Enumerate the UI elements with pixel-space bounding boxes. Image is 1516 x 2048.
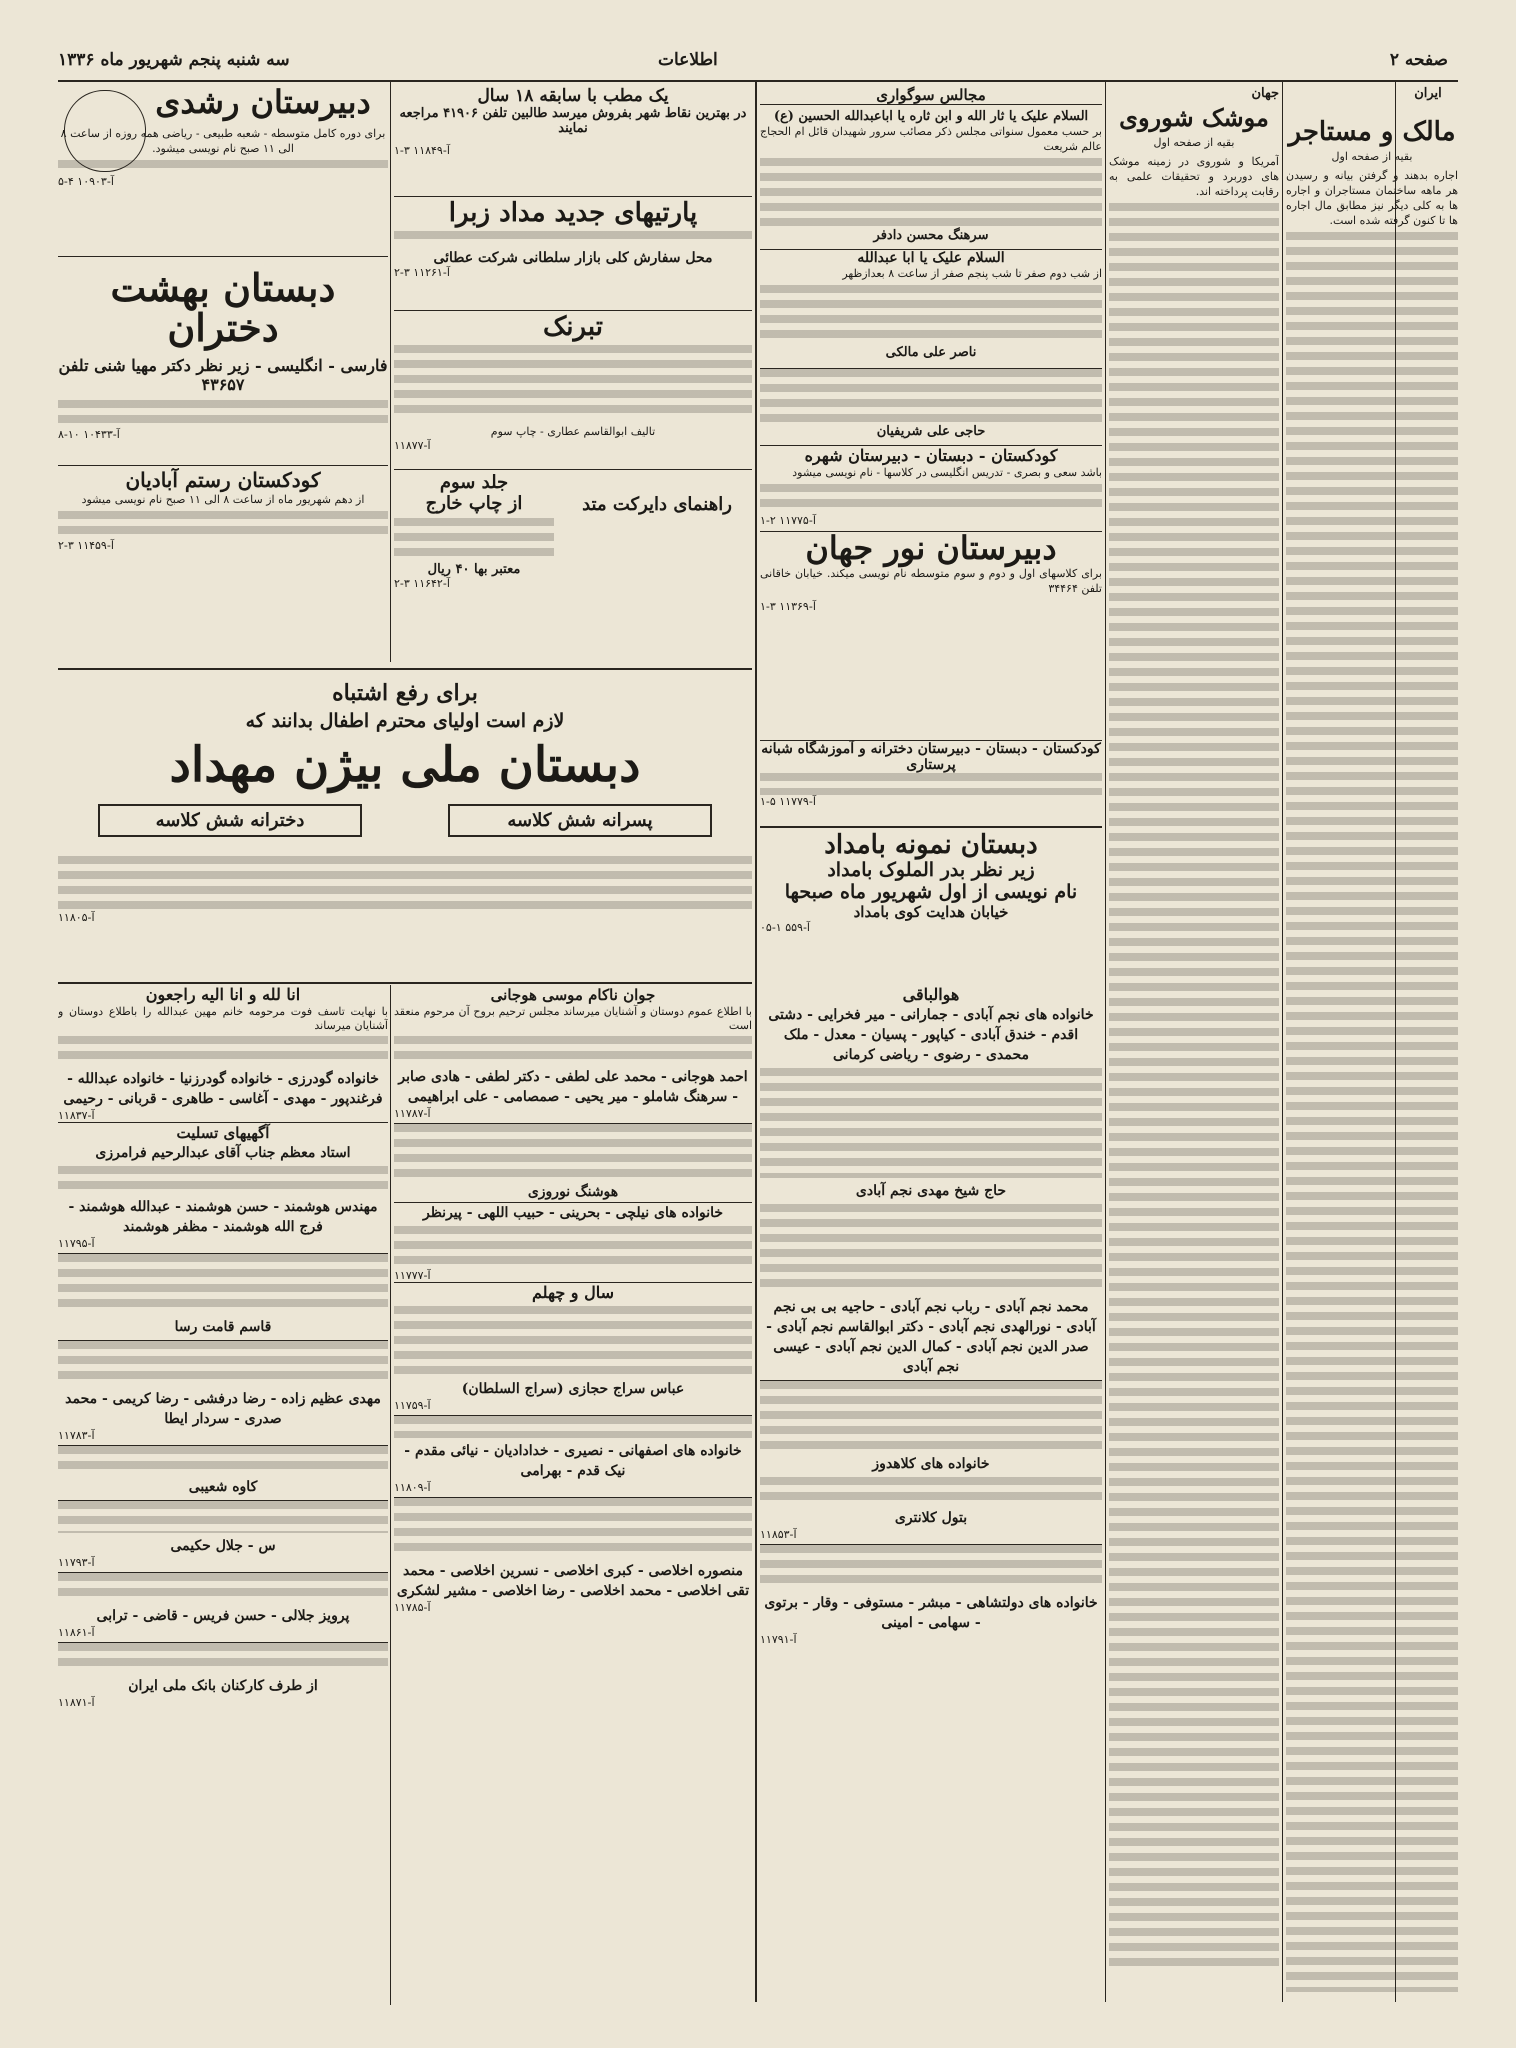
tasliat-text: استاد معظم جناب آقای عبدالرحیم فرامرزی: [95, 1145, 351, 1161]
notice-body: [394, 1415, 752, 1438]
najmabadi-family: محمد نجم آبادی - رباب نجم آبادی - حاجیه بی بی نجم آبادی - نورالهدی نجم آبادی - دکتر ابوالقاسم نجم آبادی - صدر الدین نجم آبادی - کمال الدین نجم آبادی - عیسی نجم آبادی: [766, 1299, 1096, 1375]
zebra-code: ۲-۳ آ-۱۱۲۶۱: [394, 266, 450, 280]
najmabadi-body: [760, 1068, 1102, 1178]
zebra-ad: [394, 200, 752, 311]
iran-label: ایران: [1414, 86, 1442, 101]
musavi-names: احمد هوجانی - محمد علی لطفی - دکتر لطفی - هادی صابر - سرهنگ شاملو - میر یحیی - صمصامی - علی ابراهیمی: [398, 1069, 748, 1105]
bamdad-sub2: نام نویسی از اول شهریور ماه صبحها: [784, 881, 1078, 904]
musavi-title: جوان ناکام موسی هوجانی: [490, 986, 656, 1004]
world-column: [1109, 86, 1279, 1996]
tasliat-code: آ-۱۱۷۹۵: [58, 1237, 95, 1250]
bamdad-code: ۰۵-۱ آ-۵۵۹: [760, 921, 810, 935]
ekhlasi-names: منصوره اخلاصی - کبری اخلاصی - نسرین اخلاصی - محمد تقی اخلاصی - محمد اخلاصی - رضا اخلاصی - مشیر لشکری: [396, 1563, 750, 1599]
mourning-notice1-text: بر حسب معمول سنواتی مجلس ذکر مصائب سرور شهیدان قائل ام الحجاج عالم شریعت: [760, 125, 1102, 153]
notice-body: [58, 1253, 388, 1314]
qasem-name: قاسم قامت رسا: [174, 1319, 272, 1335]
direct-method-code: ۲-۳ آ-۱۱۶۴۲: [394, 577, 450, 590]
mourning-notice2-title: السلام علیک یا ابا عبدالله: [760, 249, 1102, 266]
behesht-code: ۸-۱۰ آ-۱۰۴۳۳: [58, 427, 120, 441]
niki-body: [394, 1226, 752, 1266]
direct-method-body: [394, 518, 554, 558]
najmabadi-sub: حاج شیخ مهدی نجم آبادی: [855, 1183, 1007, 1199]
rushdi-text: برای دوره کامل متوسطه - شعبه طبیعی - ریاضی همه روزه از ساعت ۸ الی ۱۱ صبح نام نویسی میشود.: [60, 126, 386, 155]
newspaper-name: اطلاعات: [658, 50, 718, 70]
world-title: موشک شوروی: [1119, 103, 1269, 132]
matb-code: ۱-۳ آ-۱۱۸۴۹: [394, 144, 450, 157]
left-notices: [58, 985, 388, 2000]
tabarnak-title: تبرنک: [543, 314, 603, 342]
bizhan-boys: پسرانه شش کلاسه: [448, 804, 712, 837]
inna-title: انا لله و انا الیه راجعون: [145, 985, 301, 1004]
kolahdooz-code: آ-۱۱۸۵۳: [760, 1528, 797, 1541]
center-notices: [760, 985, 1102, 2000]
zebra-text: محل سفارش کلی بازار سلطانی شرکت عطائی: [433, 250, 713, 267]
najmabadi-body2: [760, 1204, 1102, 1294]
issue-date: سه شنبه پنجم شهریور ماه ۱۳۳۶: [58, 50, 290, 70]
zebra-body: [394, 231, 752, 246]
rostam-code: ۲-۳ آ-۱۱۴۵۹: [58, 539, 114, 552]
column-rule: [390, 82, 391, 662]
saal-code: آ-۱۱۷۵۹: [394, 1399, 431, 1412]
matb-text: در بهترین نقاط شهر بفروش میرسد طالبین تلفن ۴۱۹۰۶ مراجعه نمایند: [399, 106, 747, 136]
rushdi-title: دبیرستان رشدی: [155, 86, 371, 121]
shabaneh-body: [760, 773, 1102, 795]
mourning-notice1-sig: سرهنگ محسن دادفر: [873, 228, 989, 243]
ekhlasi-code: آ-۱۱۷۸۵: [394, 1601, 431, 1614]
mourning-notice1-title: السلام علیک یا ثار الله و ابن ثاره یا اباعبدالله الحسین (ع): [773, 109, 1089, 124]
direct-method-price: معتبر بها ۴۰ ریال: [427, 562, 521, 577]
tabarnak-ad: [394, 314, 752, 470]
world-intro: بقیه از صفحه اول: [1153, 136, 1235, 149]
najmabadi-names: خانواده های نجم آبادی - جمارانی - میر فخرایی - دشتی اقدم - خندق آبادی - کیاپور - پسیان - معدل - ملک محمدی - رضوی - ریاضی کرمانی: [768, 1007, 1094, 1063]
tabarnak-body: [394, 345, 752, 420]
bamdad-title: دبستان نمونه بامداد: [824, 830, 1038, 860]
azimzadeh-code: آ-۱۱۷۸۳: [58, 1429, 95, 1442]
tasliat-names: مهندس هوشمند - حسن هوشمند - عبدالله هوشمند - فرج الله هوشمند - مظفر هوشمند: [68, 1199, 378, 1235]
musavi-code: آ-۱۱۷۸۷: [394, 1107, 431, 1120]
tabarnak-text: تالیف ابوالقاسم عطاری - چاپ سوم: [490, 425, 656, 439]
bamdad-sub1: زیر نظر بدر الملوک بامداد: [827, 859, 1035, 882]
bizhan-body: [58, 856, 752, 911]
kudakestan-title: کودکستان - دبستان - دبیرستان شهره: [804, 446, 1058, 465]
saal-body: [394, 1306, 752, 1376]
kolahdooz-body: [760, 1477, 1102, 1505]
bottom-right-names: پرویز جلالی - حسن فریس - قاضی - ترابی: [96, 1608, 350, 1624]
rushdi-ad: [58, 86, 388, 257]
karkonan-code: آ-۱۱۸۷۱: [58, 1696, 95, 1709]
bizhan-intro: برای رفع اشتباه: [332, 680, 478, 706]
column-rule: [390, 985, 391, 2005]
portrait-icon: [64, 90, 146, 172]
inna-text: با نهایت تاسف فوت مرحومه خانم مهین عبدالله را باطلاع دوستان و آشنایان میرساند: [58, 1005, 388, 1032]
rushdi-code: ۵-۴ آ-۱۰۹۰۳: [58, 174, 114, 188]
tabarnak-code: آ-۱۱۸۷۷: [394, 439, 431, 453]
zebra-title: پارتیهای جدید مداد زبرا: [448, 200, 698, 228]
mourning-notice2-body: [760, 285, 1102, 345]
tasliat-title: آگهیهای تسلیت: [58, 1122, 388, 1143]
kudakestan-code: ۱-۲ آ-۱۱۷۷۵: [760, 514, 816, 527]
notice-body: [760, 1380, 1102, 1451]
mourning-column: [760, 86, 1102, 736]
direct-method-sub: از چاپ خارج: [425, 493, 523, 514]
mourning-notice2-text: از شب دوم صفر تا شب پنجم صفر از ساعت ۸ بعدازظهر: [842, 267, 1102, 280]
mourning-notice2-sig: ناصر علی مالکی: [885, 345, 977, 360]
kudakestan-ad: [760, 445, 1102, 527]
column-rule: [1105, 82, 1106, 2002]
bizhan-line: لازم است اولیای محترم اطفال بدانند که: [245, 710, 565, 732]
niki-names: خانواده های نیلچی - بحرینی - حبیب اللهی - پیرنظر: [394, 1202, 752, 1223]
notice-body: [760, 1544, 1102, 1590]
page-number: صفحه ۲: [1389, 50, 1448, 70]
dolatshahi-names: خانواده های دولتشاهی - مبشر - مستوفی - وقار - برتوی - سهامی - امینی: [764, 1595, 1098, 1631]
noorejahan-text: برای کلاسهای اول و دوم و سوم متوسطه نام نویسی میکند. خیابان خاقانی تلفن ۳۴۴۶۴: [760, 566, 1102, 595]
hawalbaqi-title: هوالباقی: [902, 985, 960, 1004]
shabaneh-code: ۱-۵ آ-۱۱۷۷۹: [760, 795, 816, 808]
rostam-title: کودکستان رستم آبادیان: [125, 468, 321, 492]
kalantari-name: بتول کلانتری: [894, 1510, 968, 1526]
kudakestan-text: باشد سعی و بصری - تدریس انگلیسی در کلاسها - نام نویسی میشود: [792, 466, 1102, 479]
dolatshahi-code: آ-۱۱۷۹۱: [760, 1633, 797, 1646]
page-header: [58, 40, 1458, 82]
bamdad-ad: [760, 826, 1102, 978]
saal-title: سال و چهلم: [394, 1282, 752, 1303]
notice-body: [58, 1340, 388, 1386]
iran-body: [1286, 232, 1458, 1992]
shoaybi-name: کاوه شعیبی: [188, 1479, 258, 1495]
isfahani-names: خانواده های اصفهانی - نصیری - خدادادیان - نیائی مقدم - نیک قدم - بهرامی: [404, 1443, 742, 1479]
isfahani-code: آ-۱۱۸۰۹: [394, 1481, 431, 1494]
world-body: [1109, 203, 1279, 1973]
rostam-text: از دهم شهریور ماه از ساعت ۸ الی ۱۱ صبح نام نویسی میشود: [81, 493, 365, 506]
iran-title: مالک و مستاجر: [1288, 117, 1456, 147]
notice-body: [58, 1500, 388, 1533]
rostam-body: [58, 511, 388, 539]
rostam-ad: [58, 468, 388, 588]
noorejahan-title: دبیرستان نور جهان: [805, 529, 1057, 567]
mourning-notice3-body: [760, 368, 1102, 424]
matb-ad: [394, 86, 752, 197]
inna-names: خانواده گودرزی - خانواده گودرزنیا - خانواده عبدالله - فرغندپور - مهدی - آغاسی - طاهری - قربانی - رحیمی: [63, 1071, 383, 1107]
tasliat-body: [58, 1166, 388, 1194]
iran-intro: بقیه از صفحه اول: [1331, 150, 1413, 163]
bizhan-ad: [58, 668, 752, 984]
behesht-text: فارسی - انگلیسی - زیر نظر دکتر مهیا شنی تلفن ۴۳۶۵۷: [58, 355, 388, 394]
notice-body: [58, 1445, 388, 1474]
mourning-notice3-sig: حاجی علی شریفیان: [876, 424, 986, 439]
kudakestan-body: [760, 484, 1102, 514]
shabaneh-title: کودکستان - دبستان - دبیرستان دخترانه و آموزشگاه شبانه پرستاری: [761, 741, 1101, 773]
world-label: جهان: [1251, 86, 1279, 101]
iran-article: [1286, 115, 1458, 1995]
world-text: آمریکا و شوروی در زمینه موشک های دوربرد و تحقیقات علمی به رقابت پرداخته اند.: [1109, 155, 1279, 198]
notice-body: [394, 1497, 752, 1558]
mourning-label: مجالس سوگواری: [760, 86, 1102, 105]
jalal-name: س - جلال حکیمی: [170, 1538, 276, 1554]
niki-code: آ-۱۱۷۷۷: [394, 1269, 431, 1282]
direct-method-volume: جلد سوم: [439, 472, 509, 493]
noorejahan-code: ۱-۳ آ-۱۱۳۶۹: [760, 599, 816, 613]
noorejahan-ad: [760, 531, 1102, 613]
notice-body: [58, 1642, 388, 1673]
nowrouzi-name: هوشنگ نوروزی: [527, 1184, 619, 1200]
saal-sig: عباس سراج حجازی (سراج السلطان): [461, 1381, 685, 1397]
musavi-body: [394, 1036, 752, 1064]
behesht-ad: [58, 260, 388, 466]
kolahdooz-names: خانواده های کلاهدوز: [872, 1456, 990, 1472]
karkonan-name: از طرف کارکنان بانک ملی ایران: [128, 1678, 318, 1694]
behesht-title: دبستان بهشت دختران: [110, 265, 336, 350]
inna-body: [58, 1036, 388, 1066]
shabaneh-ad: [760, 740, 1102, 823]
iran-text: اجاره بدهند و گرفتن بیانه و رسیدن هر ماهه ساختمان مستاجران و اجاره ها به کلی دیگر نیز مطابق مال اجاره ها تا کنون گرفته شده است.: [1286, 169, 1458, 227]
mourning-notice1-body: [760, 158, 1102, 228]
azimzadeh-names: مهدی عظیم زاده - رضا درفشی - رضا کریمی - محمد صدری - سردار ایطا: [65, 1391, 381, 1427]
bizhan-girls: دخترانه شش کلاسه: [98, 804, 362, 837]
bizhan-title: دبستان ملی بیژن مهداد: [169, 737, 641, 793]
jalal-code: آ-۱۱۷۹۳: [58, 1556, 95, 1569]
matb-title: یک مطب با سابقه ۱۸ سال: [477, 86, 669, 106]
inna-code: آ-۱۱۸۳۷: [58, 1109, 95, 1122]
column-rule: [1282, 82, 1283, 2002]
notice-body: [394, 1123, 752, 1179]
bamdad-address: خیابان هدایت کوی بامداد: [853, 903, 1009, 922]
bottom-right-code: آ-۱۱۸۶۱: [58, 1626, 95, 1639]
notice-body: [58, 1572, 388, 1603]
bizhan-code: آ-۱۱۸۰۵: [58, 911, 95, 925]
middle-notices: [394, 985, 752, 2000]
behesht-body: [58, 400, 388, 428]
column-rule: [755, 82, 757, 2002]
direct-method-ad: [394, 472, 752, 662]
direct-method-title: راهنمای دایرکت متد: [582, 494, 732, 515]
musavi-text: با اطلاع عموم دوستان و آشنایان میرساند مجلس ترحیم بروح آن مرحوم منعقد است: [394, 1005, 752, 1032]
